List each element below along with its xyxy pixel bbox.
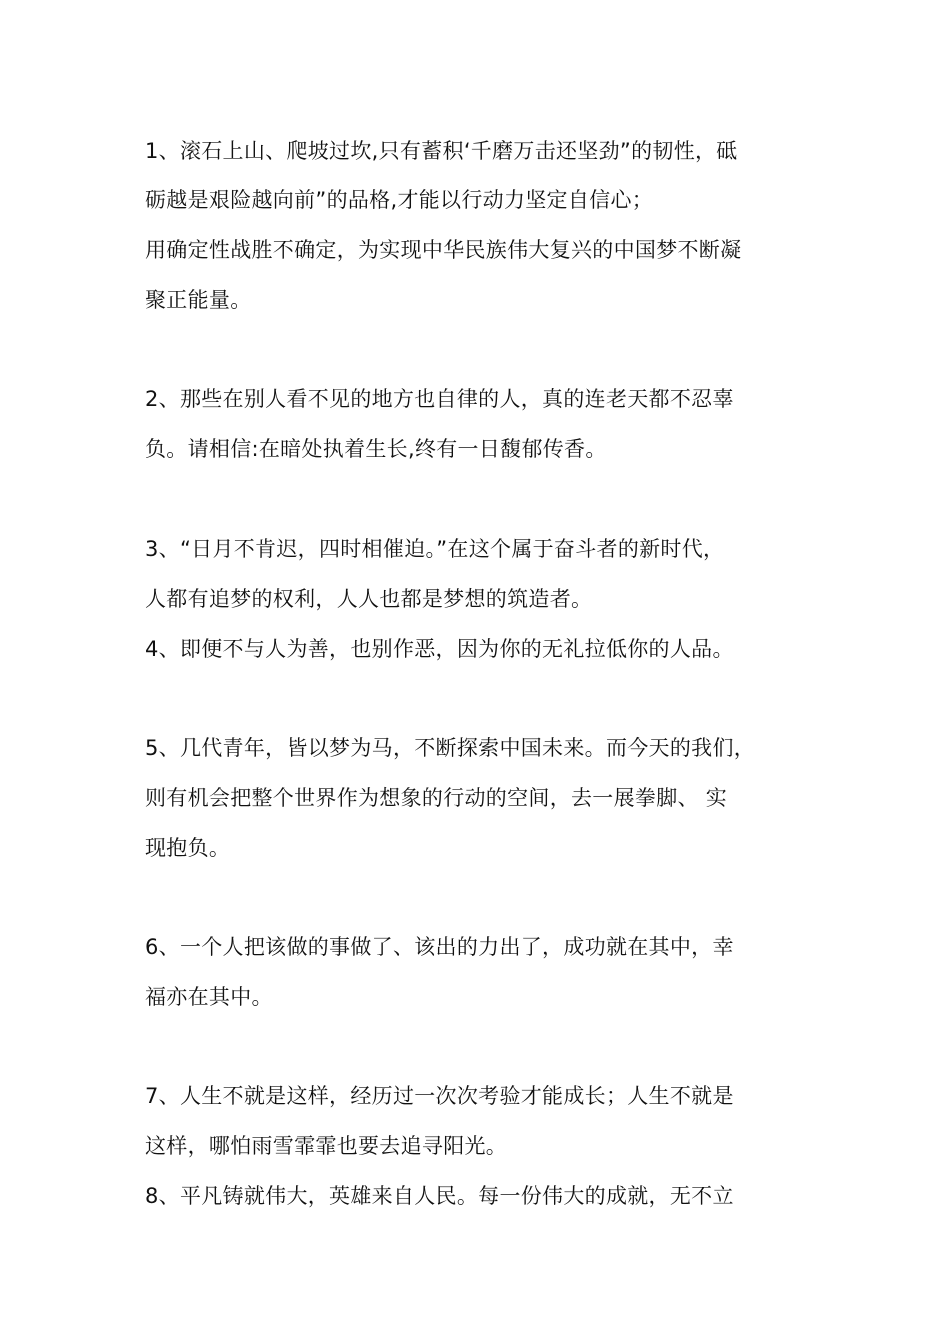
text-line: 2、那些在别人看不见的地方也自律的人，真的连老天都不忍辜 <box>145 387 734 411</box>
text-line: 这样，哪怕雨雪霏霏也要去追寻阳光。 <box>145 1134 508 1158</box>
text-line: 5、几代青年，皆以梦为马，不断探索中国未来。而今天的我们， <box>145 736 756 760</box>
text-line: 1、滚石上山、爬坡过坎,只有蓄积‘千磨万击还坚劲”的韧性，砥 <box>145 139 738 163</box>
text-line: 用确定性战胜不确定，为实现中华民族伟大复兴的中国梦不断凝 <box>145 238 742 262</box>
text-line: 3、“日月不肯迟，四时相催迫。”在这个属于奋斗者的新时代， <box>145 537 725 561</box>
text-line: 福亦在其中。 <box>145 985 273 1009</box>
text-line: 负。请相信:在暗处执着生长,终有一日馥郁传香。 <box>145 437 607 461</box>
text-line: 8、平凡铸就伟大，英雄来自人民。每一份伟大的成就，无不立 <box>145 1184 734 1208</box>
text-line: 则有机会把整个世界作为想象的行动的空间，去一展拳脚、 实 <box>145 786 728 810</box>
text-line: 人都有追梦的权利，人人也都是梦想的筑造者。 <box>145 587 593 611</box>
text-line: 4、即便不与人为善，也别作恶，因为你的无礼拉低你的人品。 <box>145 637 734 661</box>
text-line: 砺越是艰险越向前”的品格,才能以行动力坚定自信心； <box>145 188 654 212</box>
text-line: 7、人生不就是这样，经历过一次次考验才能成长；人生不就是 <box>145 1084 734 1108</box>
text-line: 现抱负。 <box>145 836 231 860</box>
text-line: 聚正能量。 <box>145 288 252 312</box>
text-line: 6、一个人把该做的事做了、该出的力出了，成功就在其中，幸 <box>145 935 734 959</box>
